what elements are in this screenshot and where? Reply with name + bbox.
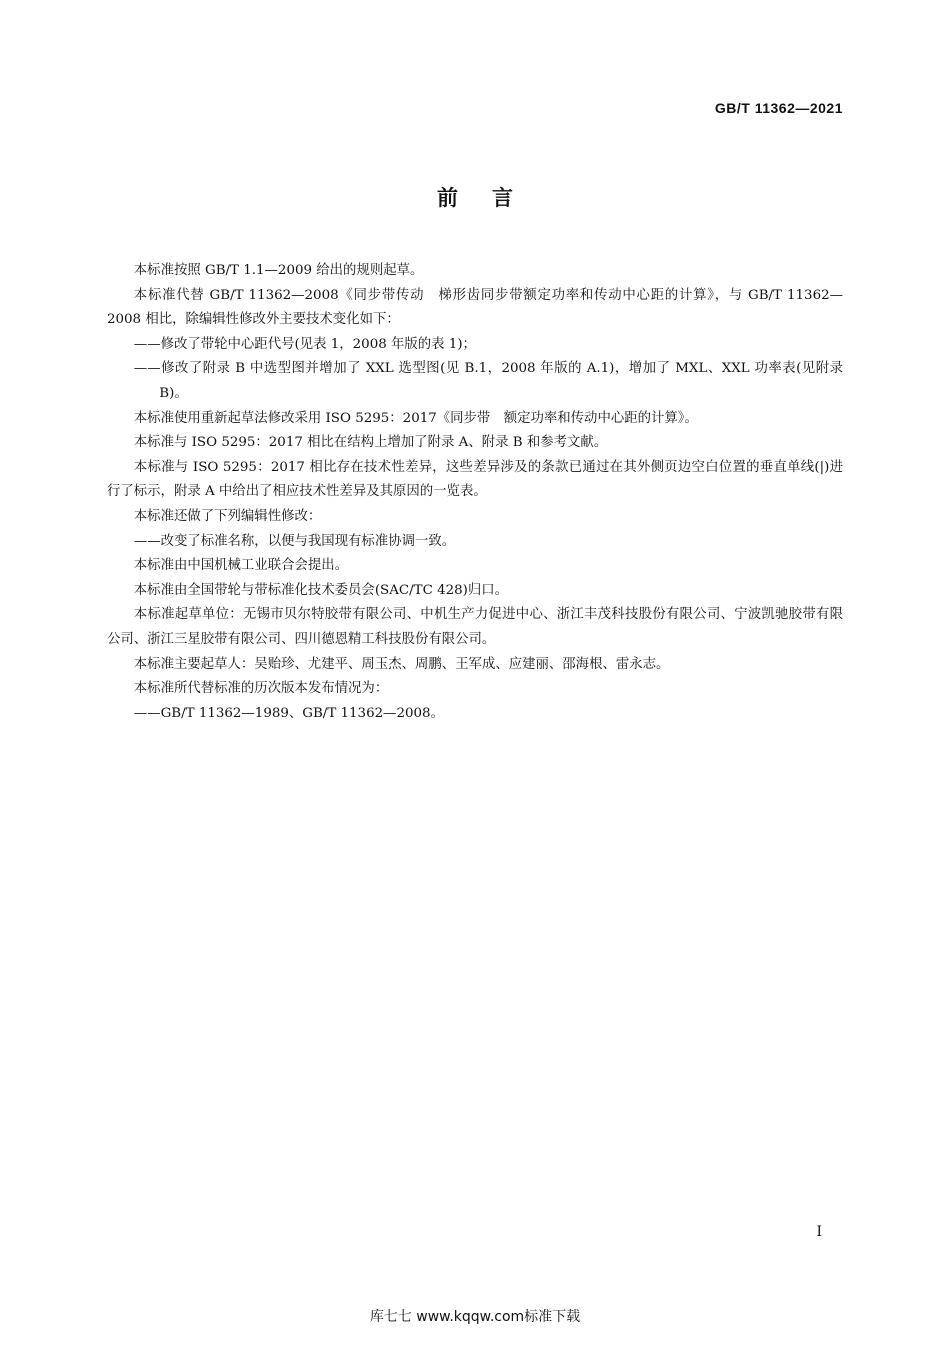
paragraph-drafters: 本标准主要起草人：吴贻珍、尤建平、周玉杰、周鹏、王军成、应建丽、邵海根、雷永志。 bbox=[133, 656, 670, 672]
paragraph-history: 本标准所代替标准的历次版本发布情况为： bbox=[133, 681, 389, 697]
page-title: 前言 bbox=[437, 186, 547, 210]
paragraph-drafting-units: 本标准起草单位：无锡市贝尔特胶带有限公司、中机生产力促进中心、浙江丰茂科技股份有限公司、宁波凯驰胶带有限公司、浙江三星胶带有限公司、四川德恩精工科技股份有限公司。 bbox=[107, 607, 843, 647]
standard-code: GB/T 11362—2021 bbox=[714, 100, 843, 116]
change-item-2: ——修改了附录 B 中选型图并增加了 XXL 选型图(见 B.1，2008 年版的 A.1)，增加了 MXL、XXL 功率表(见附录 B)。 bbox=[133, 361, 843, 401]
paragraph-proposed-by: 本标准由中国机械工业联合会提出。 bbox=[133, 558, 349, 574]
paragraph-drafting-rule: 本标准按照 GB/T 1.1—2009 给出的规则起草。 bbox=[133, 263, 424, 278]
editorial-item-1: ——改变了标准名称，以便与我国现有标准协调一致。 bbox=[133, 533, 456, 549]
page-number: Ⅰ bbox=[816, 1224, 822, 1240]
paragraph-adoption: 本标准使用重新起草法修改采用 ISO 5295：2017《同步带 额定功率和传动中心距的计算》。 bbox=[133, 410, 698, 426]
change-item-1: ——修改了带轮中心距代号(见表 1，2008 年版的表 1)； bbox=[133, 336, 476, 352]
history-item-1: ——GB/T 11362—1989、GB/T 11362—2008。 bbox=[133, 705, 444, 721]
document-body bbox=[107, 259, 843, 726]
paragraph-technical-differences: 本标准与 ISO 5295：2017 相比存在技术性差异，这些差异涉及的条款已通过在其外侧页边空白位置的垂直单线(|)进行了标示，附录 A 中给出了相应技术性差异及其原因的一览表。 bbox=[107, 459, 843, 500]
footer-watermark: 库七七 www.kqqw.com标准下载 bbox=[369, 1309, 581, 1325]
paragraph-replaces: 本标准代替 GB/T 11362—2008《同步带传动 梯形齿同步带额定功率和传动中心距的计算》，与 GB/T 11362—2008 相比，除编辑性修改外主要技术变化如下： bbox=[107, 287, 843, 328]
paragraph-structure: 本标准与 ISO 5295：2017 相比在结构上增加了附录 A、附录 B 和参考文献。 bbox=[133, 435, 608, 451]
paragraph-editorial-changes: 本标准还做了下列编辑性修改： bbox=[133, 508, 322, 524]
paragraph-centralized-by: 本标准由全国带轮与带标准化技术委员会(SAC/TC 428)归口。 bbox=[133, 582, 509, 598]
